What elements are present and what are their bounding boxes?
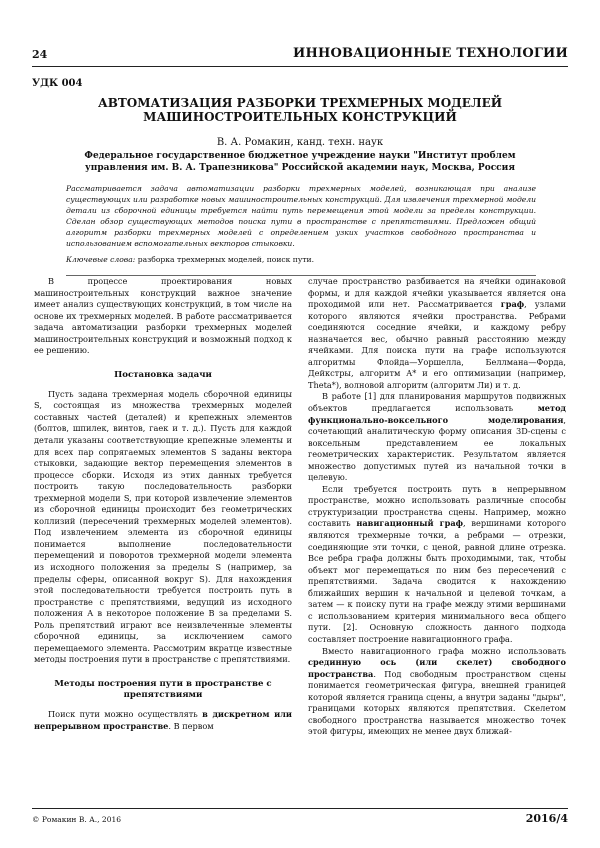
- voxel-text-a: В работе [1] для планирования маршрутов подвижных объектов предлагается использовать: [308, 391, 566, 414]
- graph-text-a: случае пространство разбивается на ячейки одинаковой формы, и для каждой ячейки указывается является она проходимой или нет. Рассматривается: [308, 276, 566, 310]
- footer-rule: [32, 808, 568, 809]
- methods-text: Поиск пути можно осуществлять: [48, 708, 203, 719]
- voxel-text-c: , сочетающий аналитическую форму описания 3D-сцены с воксельным представлением ее локальных геометрических характеристик. Результатом является множество допустимых путей из начальной точки в целевую.: [308, 414, 566, 483]
- problem-paragraph: Пусть задана трехмерная модель сборочной единицы S, состоящая из множества трехмерных моделей составных частей (деталей) и крепежных элементов (болтов, шпилек, винтов, гаек и т. д.). Пусть для каждой детали указаны соответствующие крепежные элементы и для всех пар сопрягаемых элементов S заданы вектора стыковки, задающие вектор перемещения элементов в процессе сборки. Исходя из этих данных требуется построить такую последовательность разборки трехмерной модели S, при которой извлечение элементов из сборочной единицы происходит без геометрических коллизий (пересечений трехмерных моделей элементов). Под извлечением элемента из сборочной единицы понимается выполнение последовательности перемещений и поворотов трехмерной модели элемента из исходного положения за пределы S (например, за пределы сферы, описанной вокруг S). Для нахождения этой последовательности требуется построить путь в пространстве с препятствиями, ведущий из исходного положения A в некоторое положение B за пределами S. Роль препятствий играют все неизвлеченные элементы сборочной единицы, за исключением самого перемещаемого элемента. Рассмотрим вкратце известные методы построения пути в пространстве с препятствиями.: [34, 388, 292, 665]
- author-affiliation: Федеральное государственное бюджетное учреждение науки "Институт проблем управления им. В. А. Трапезникова" Российской академии наук, Москва, Россия: [84, 151, 516, 173]
- skeleton-text-c: . Под свободным пространством сцены понимается геометрическая фигура, внешней границей которой является граница сцены, а внутри заданы "дыры", границами которых являются препятствия. Скелетом свободного пространства называется множество точек этой фигуры, имеющих не менее двух ближай-: [308, 668, 566, 737]
- running-header: [32, 44, 568, 66]
- voxel-paragraph: [308, 391, 566, 483]
- navgraph-text-c: , вершинами которого являются трехмерные точки, а ребрами — отрезки, соединяющие эти точки, с ценой, равной длине отрезка. Все ребра графа должны быть проходимыми, так, чтобы объект мог перемещаться по ним без пересечений с препятствиями. Задача сводится к нахождению ближайших вершин к начальной и целевой точкам, а затем — к поиску пути на графе между этими вершинами с использованием критерия минимального веса общего пути. [2]. Основную сложность данного подхода составляет построение навигационного графа.: [308, 518, 566, 644]
- udk-code: УДК 004: [32, 78, 83, 89]
- graph-paragraph: [308, 276, 566, 391]
- skeleton-paragraph: [308, 646, 566, 738]
- heading-problem: Постановка задачи: [114, 369, 212, 380]
- voxel-term: метод функционально-воксельного моделирования: [308, 403, 566, 425]
- keywords: [66, 254, 536, 276]
- section-title: ИННОВАЦИОННЫЕ ТЕХНОЛОГИИ: [293, 46, 568, 61]
- keywords-label: Ключевые слова:: [66, 255, 136, 264]
- navgraph-paragraph: [308, 484, 566, 646]
- page-footer: [32, 808, 568, 828]
- article-author: В. А. Ромакин, канд. техн. наук: [216, 137, 384, 148]
- header-rule: [32, 66, 568, 67]
- article-title: АВТОМАТИЗАЦИЯ РАЗБОРКИ ТРЕХМЕРНЫХ МОДЕЛЕЙ МАШИНОСТРОИТЕЛЬНЫХ КОНСТРУКЦИЙ: [97, 96, 503, 124]
- intro-paragraph: В процессе проектирования новых машиностроительных конструкций важное значение имеет анализ существующих конструкций, в том числе на основе их трехмерных моделей. В работе рассматривается задача автоматизации разборки трехмерных моделей машиностроительных конструкций и возможный подход к ее решению.: [34, 276, 292, 356]
- issue-number: 2016/4: [525, 812, 568, 825]
- navgraph-text-a: Если требуется построить путь в непрерывном пространстве, можно использовать различные способы структуризации пространства сцены. Например, можно составить: [308, 483, 566, 529]
- navgraph-term: навигационный граф: [356, 518, 464, 529]
- methods-emphasis: в дискретном или непрерывном пространстве: [34, 708, 293, 731]
- graph-text-c: , узлами которого являются ячейки пространства. Ребрами соединяются соседние ячейки, и каждому ребру назначается вес, обычно равный расстоянию между ячейками. Для поиска пути на графе используются алгоритмы Флойда—Уоршелла, Беллмана—Форда, Дейкстры, алгоритм A* и его оптимизации (например, Theta*), волновой алгоритм (алгоритм Ли) и т. д.: [308, 299, 566, 390]
- graph-term: граф: [500, 299, 525, 310]
- skeleton-text-a: Вместо навигационного графа можно использовать: [322, 645, 566, 656]
- methods-tail: . В первом: [168, 720, 214, 731]
- page-number: 24: [32, 48, 48, 61]
- right-column: [308, 276, 566, 738]
- heading-methods: Методы построения пути в пространстве с препятствиями: [54, 678, 272, 700]
- skeleton-term: срединную ось (или скелет) свободного пространства: [308, 657, 566, 679]
- methods-paragraph: [34, 709, 292, 732]
- abstract: Рассматривается задача автоматизации разборки трехмерных моделей, возникающая при анализе существующих или разработке новых машиностроительных конструкций. Для извлечения трехмерной модели детали из сборочной единицы требуется найти путь перемещения этой модели за пределы конструкции. Сделан обзор существующих методов поиска пути в пространстве с препятствиями. Предложен общий алгоритм разборки трехмерных моделей с определением узких участков свободного пространства и использованием вспомогательных векторов стыковки.: [66, 184, 536, 248]
- left-column: [34, 276, 292, 732]
- copyright: © Ромакин В. А., 2016: [32, 815, 122, 824]
- keywords-text: разборка трехмерных моделей, поиск пути.: [137, 255, 315, 264]
